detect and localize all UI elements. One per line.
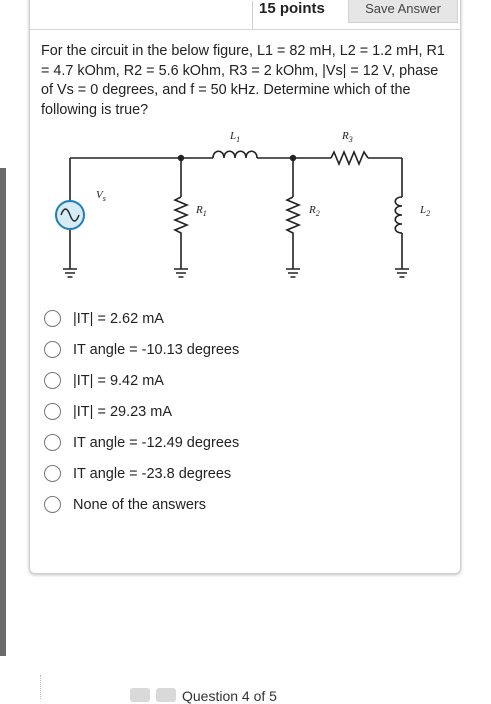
radio-button[interactable] <box>44 465 61 482</box>
answer-options <box>42 303 442 520</box>
option-1[interactable] <box>42 303 442 334</box>
option-4[interactable] <box>42 396 442 427</box>
inductor-l2 <box>395 197 402 233</box>
radio-button[interactable] <box>44 434 61 451</box>
question-header <box>30 0 460 30</box>
radio-button[interactable] <box>44 496 61 513</box>
label-l2: $L_2$ <box>420 204 431 218</box>
option-7[interactable] <box>42 489 442 520</box>
option-label: IT angle = -12.49 degrees <box>73 434 240 451</box>
resistor-r3 <box>331 152 368 164</box>
save-answer-button[interactable]: Save Answer <box>348 0 458 23</box>
circuit-diagram <box>50 125 450 285</box>
pager-text: Question 4 of 5 <box>182 688 277 704</box>
label-vs: $V_s$ <box>96 189 106 203</box>
page-edge-marker <box>40 675 43 699</box>
radio-button[interactable] <box>44 403 61 420</box>
circuit-wires <box>70 158 402 269</box>
option-3[interactable] <box>42 365 442 396</box>
resistor-r2 <box>287 197 299 235</box>
question-text: For the circuit in the below figure, L1 = 82 mH, L2 = 1.2 mH, R1 = 4.7 kOhm, R2 = 5.6 kOhm, R3 = 2 kOhm, |Vs| = 12 V, phase of Vs = 0 degrees, and f = 50 kHz. Determine which of the following is true? <box>41 43 445 118</box>
option-label: |IT| = 9.42 mA <box>73 372 164 389</box>
option-label: |IT| = 2.62 mA <box>73 310 164 327</box>
label-r3: $R_3$ <box>342 130 353 144</box>
option-label: IT angle = -23.8 degrees <box>73 465 232 482</box>
option-label: None of the answers <box>73 496 206 513</box>
option-6[interactable] <box>42 458 442 489</box>
node-2 <box>290 155 296 161</box>
label-r1: $R_1$ <box>196 204 207 218</box>
radio-button[interactable] <box>44 310 61 327</box>
resistor-r1 <box>175 197 187 235</box>
option-label: IT angle = -10.13 degrees <box>73 341 240 358</box>
left-scroll-indicator <box>0 168 6 656</box>
radio-button[interactable] <box>44 372 61 389</box>
label-l1: $L_1$ <box>230 130 241 144</box>
ground-symbols <box>63 269 409 277</box>
inductor-l1 <box>213 151 260 158</box>
radio-button[interactable] <box>44 341 61 358</box>
option-5[interactable] <box>42 427 442 458</box>
node-1 <box>178 155 184 161</box>
label-r2: $R_2$ <box>309 204 320 218</box>
option-label: |IT| = 29.23 mA <box>73 403 173 420</box>
option-2[interactable] <box>42 334 442 365</box>
points-label: 15 points <box>252 1 367 29</box>
